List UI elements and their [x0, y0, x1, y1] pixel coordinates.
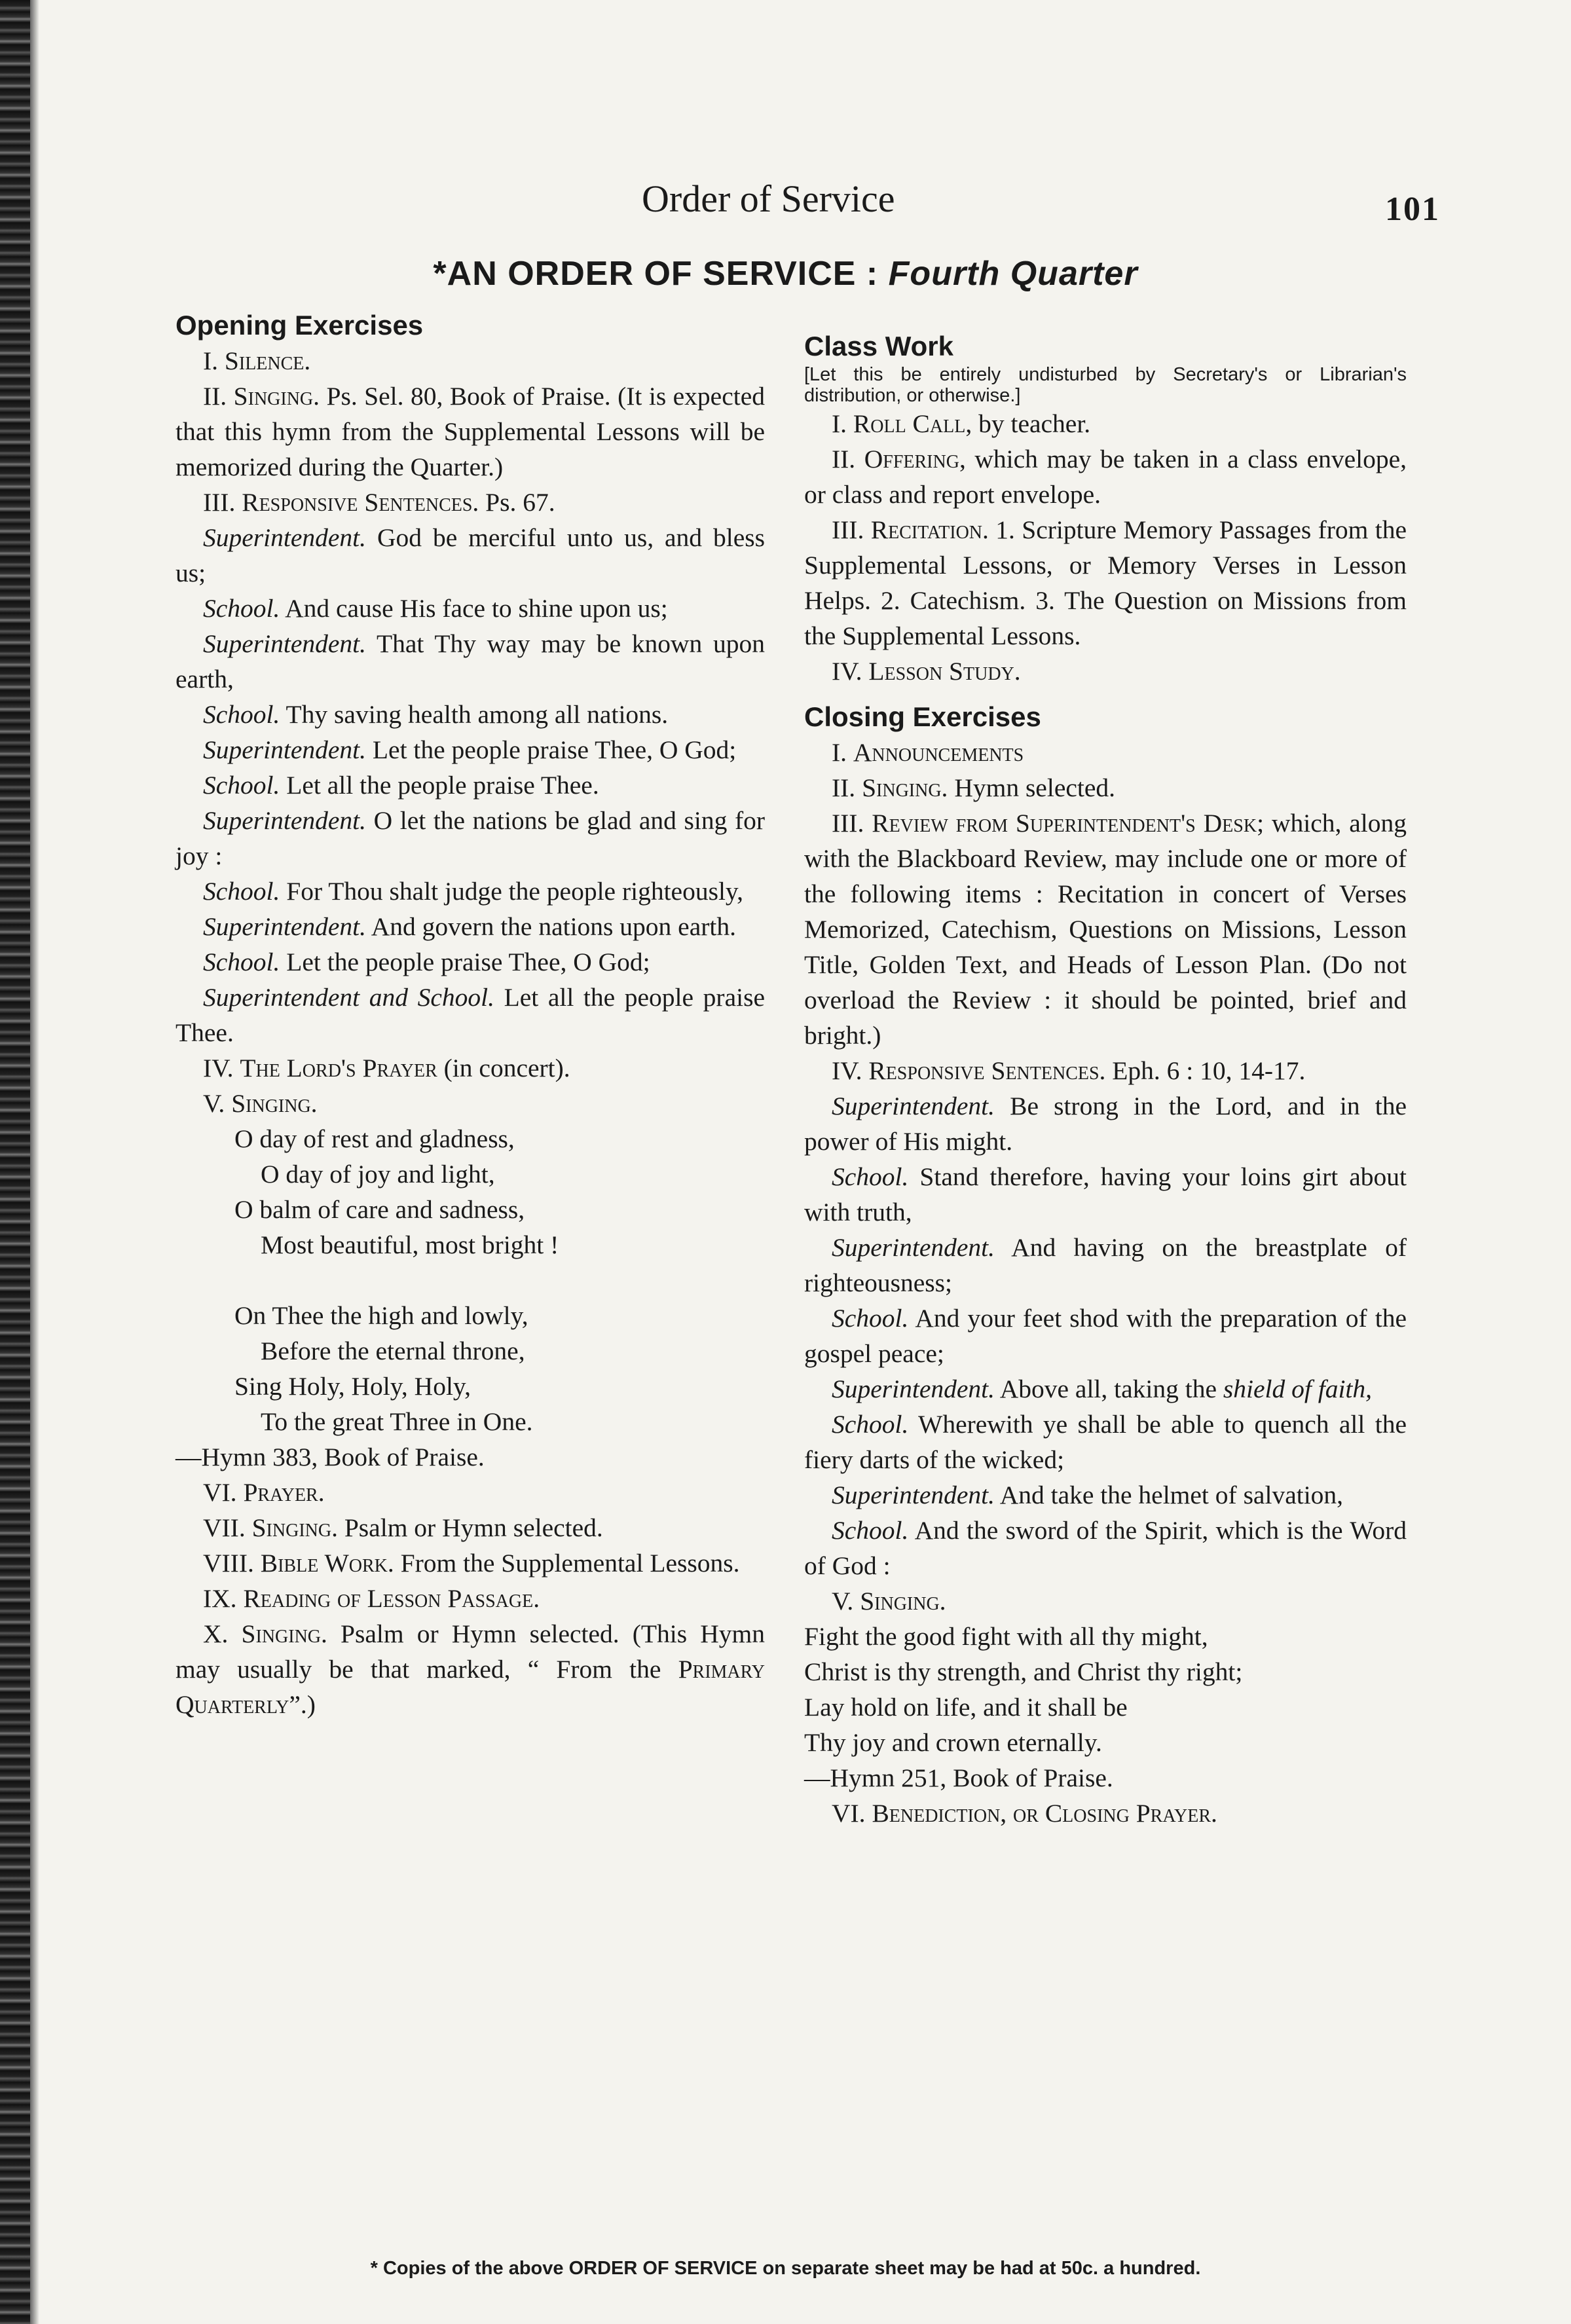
page-number: 101 — [1385, 191, 1440, 228]
hymn-line: Lay hold on life, and it shall be — [804, 1693, 1128, 1722]
hymn-line: To the great Three in One. — [261, 1407, 533, 1436]
hymn-line: Fight the good fight with all thy might, — [804, 1622, 1208, 1651]
hymn-line: O day of rest and gladness, — [234, 1124, 515, 1153]
page-binding-shadow — [30, 0, 39, 2324]
response-line: School. Thy saving health among all nations. — [203, 700, 669, 729]
hymn-credit: —Hymn 383, Book of Praise. — [176, 1443, 485, 1471]
response-line: Superintendent. God be merciful unto us, and bless us; — [176, 523, 765, 587]
title-main: *AN ORDER OF SERVICE : — [433, 255, 889, 293]
response-line: School. And your feet shod with the preparation of the gospel peace; — [804, 1304, 1407, 1368]
response-line: School. Wherewith ye shall be able to quench all the fiery darts of the wicked; — [804, 1410, 1407, 1474]
right-column — [804, 308, 1407, 1831]
item-silence: I. Silence. — [203, 346, 311, 375]
item-lords-prayer: IV. The Lord's Prayer (in concert). — [203, 1054, 570, 1082]
item-singing-1: II. Singing. Ps. Sel. 80, Book of Praise. (It is expected that this hymn from the Supplemental Lessons will be memorized during the Quarter.) — [176, 382, 766, 481]
item-review: III. Review from Superintendent's Desk; which, along with the Blackboard Review, may include one or more of the following items : Recitation in concert of Verses Memorized, Catechism, Questions on Missions, Lesson Title, Golden Text, and Heads of Lesson Plan. (Do not overload the Review : it should be pointed, brief and bright.) — [804, 809, 1407, 1050]
response-line: Superintendent. And having on the breastplate of righteousness; — [804, 1233, 1407, 1297]
hymn-line: O balm of care and sadness, — [234, 1195, 525, 1224]
item-reading: IX. Reading of Lesson Passage. — [203, 1584, 540, 1613]
response-line: School. Let all the people praise Thee. — [203, 771, 599, 800]
item-offering: II. Offering, which may be taken in a class envelope, or class and report envelope. — [804, 445, 1407, 509]
response-line: School. Let the people praise Thee, O God; — [203, 948, 650, 976]
response-line: School. And cause His face to shine upon us; — [203, 594, 668, 623]
page-binding-edge — [0, 0, 30, 2324]
response-line: Superintendent. Let the people praise Thee, O God; — [203, 735, 737, 764]
hymn-line: Sing Holy, Holy, Holy, — [234, 1372, 471, 1401]
item-closing-responsive: IV. Responsive Sentences. Eph. 6 : 10, 14-17. — [832, 1056, 1306, 1085]
item-lesson-study: IV. Lesson Study. — [832, 657, 1021, 686]
response-line: School. For Thou shalt judge the people righteously, — [203, 877, 743, 906]
response-line: Superintendent. O let the nations be glad and sing for joy : — [176, 806, 765, 870]
item-bible-work: VIII. Bible Work. From the Supplemental Lessons. — [203, 1549, 740, 1577]
item-responsive-sentences: III. Responsive Sentences. Ps. 67. — [203, 488, 555, 517]
hymn-line: O day of joy and light, — [261, 1160, 495, 1189]
class-work-heading: Class Work — [804, 331, 953, 361]
opening-exercises-heading: Opening Exercises — [176, 310, 424, 341]
response-line: School. Stand therefore, having your loins girt about with truth, — [804, 1162, 1407, 1227]
response-line: Superintendent and School. Let all the people praise Thee. — [176, 983, 765, 1047]
response-line: Superintendent. And govern the nations upon earth. — [203, 912, 736, 941]
item-announcements: I. Announcements — [832, 738, 1024, 767]
hymn-line: Before the eternal throne, — [261, 1337, 525, 1365]
hymn-credit: —Hymn 251, Book of Praise. — [804, 1763, 1113, 1792]
hymn-line: Thy joy and crown eternally. — [804, 1728, 1102, 1757]
response-line: Superintendent. That Thy way may be known upon earth, — [176, 629, 765, 693]
hymn-line: On Thee the high and lowly, — [234, 1301, 528, 1330]
item-roll-call: I. Roll Call, by teacher. — [832, 409, 1091, 438]
item-benediction: VI. Benediction, or Closing Prayer. — [832, 1799, 1217, 1828]
response-line: Superintendent. Be strong in the Lord, and in the power of His might. — [804, 1092, 1407, 1156]
response-line: School. And the sword of the Spirit, which is the Word of God : — [804, 1516, 1407, 1580]
hymn-line: Most beautiful, most bright ! — [261, 1230, 559, 1259]
closing-exercises-heading: Closing Exercises — [804, 701, 1041, 732]
response-line: Superintendent. Above all, taking the shield of faith, — [832, 1374, 1373, 1403]
running-title: Order of Service — [642, 177, 895, 220]
title-sub: Fourth Quarter — [888, 255, 1138, 293]
stanza-break — [176, 1263, 765, 1298]
left-column — [176, 308, 765, 1722]
item-singing-4: X. Singing. Psalm or Hymn selected. (This Hymn may usually be that marked, “ From the Primary Quarterly”.) — [176, 1619, 766, 1719]
footnote: * Copies of the above ORDER OF SERVICE on separate sheet may be had at 50c. a hundred. — [370, 2258, 1201, 2279]
item-prayer: VI. Prayer. — [203, 1478, 325, 1507]
item-closing-singing: II. Singing. Hymn selected. — [832, 773, 1116, 802]
item-singing-3: VII. Singing. Psalm or Hymn selected. — [203, 1513, 603, 1542]
item-closing-hymn: V. Singing. — [832, 1587, 946, 1615]
response-line: Superintendent. And take the helmet of salvation, — [832, 1481, 1344, 1509]
item-singing-2: V. Singing. — [203, 1089, 318, 1118]
page-title — [0, 254, 1571, 293]
class-work-note: [Let this be entirely undisturbed by Secretary's or Librarian's distribution, or otherwise.] — [804, 364, 1407, 406]
hymn-line: Christ is thy strength, and Christ thy right; — [804, 1657, 1243, 1686]
item-recitation: III. Recitation. 1. Scripture Memory Passages from the Supplemental Lessons, or Memory Verses in Lesson Helps. 2. Catechism. 3. The Question on Missions from the Supplemental Lessons. — [804, 515, 1407, 650]
